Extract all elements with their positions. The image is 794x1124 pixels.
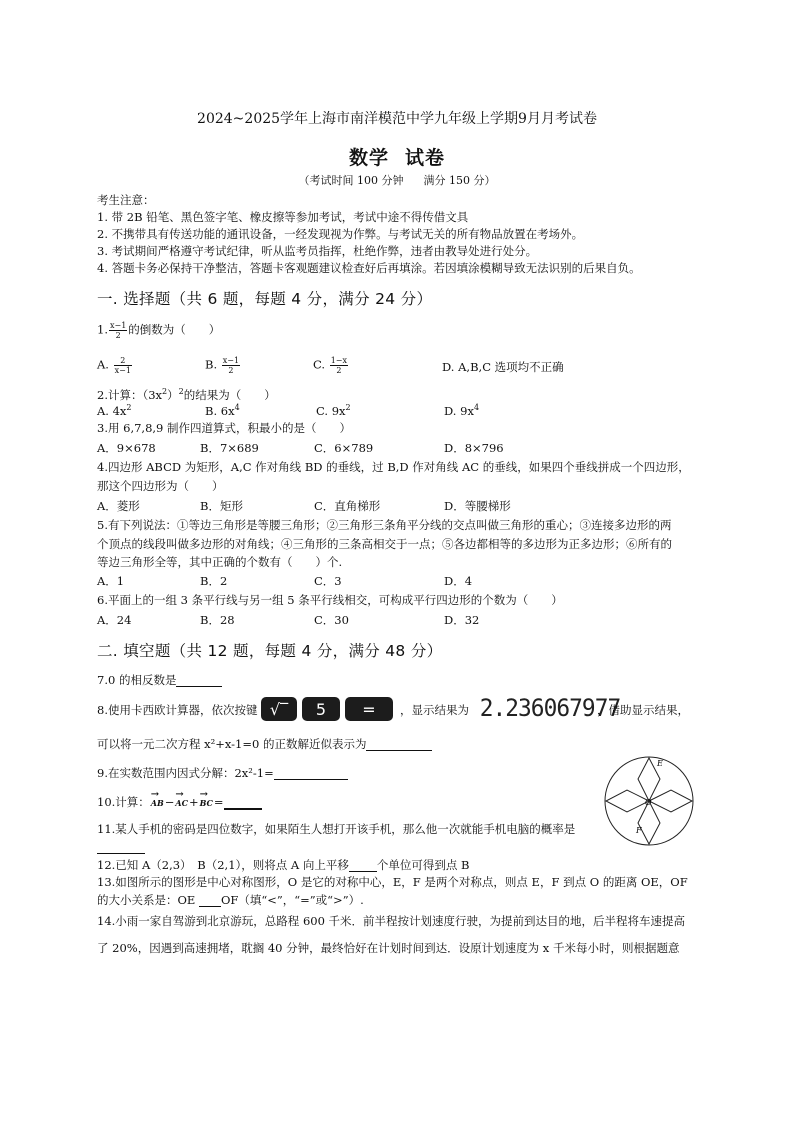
q6-option-c[interactable]: C．30 <box>314 613 349 627</box>
question-6: 6.平面上的一组 3 条平行线与另一组 5 条平行线相交，可构成平行四边形的个数为（ ） <box>97 593 563 607</box>
vector-bc: → BC <box>200 796 213 810</box>
section1-heading: 一. 选择题（共 6 题，每题 4 分，满分 24 分） <box>97 290 433 308</box>
question-1: 1. $\frac{x-1}{2}$ 的倒数为（ ） <box>97 321 221 340</box>
q2-option-d[interactable]: D. $9x^4$ <box>444 403 480 418</box>
question-11-blank <box>97 839 145 854</box>
q5-option-d[interactable]: D．4 <box>444 574 473 588</box>
question-3: 3.用 6,7,8,9 制作四道算式，积最小的是（ ） <box>97 421 352 435</box>
notice-item-3: 3. 考试期间严格遵守考试纪律，听从监考员指挥，杜绝作弊，违者由教导处进行处分。 <box>97 244 538 258</box>
notice-item-2: 2. 不携带具有传送功能的通讯设备，一经发现视为作弊。与考试无关的所有物品放置在考场外。 <box>97 227 584 241</box>
q4-option-a[interactable]: A．菱形 <box>97 499 140 513</box>
answer-blank[interactable] <box>176 672 222 687</box>
q5-option-c[interactable]: C．3 <box>314 574 342 588</box>
question-8-pre: 8.使用卡西欧计算器，依次按键 <box>97 703 258 717</box>
answer-blank[interactable] <box>366 736 432 751</box>
label-e: E <box>657 759 663 768</box>
question-13-line1: 13.如图所示的图形是中心对称图形，O 是它的对称中心，E，F 是两个对称点，则点 E，F 到点 O 的距离 OE，OF <box>97 875 688 889</box>
q5-option-a[interactable]: A．1 <box>97 574 125 588</box>
q3-option-d[interactable]: D．8×796 <box>444 441 504 455</box>
vector-ab: → AB <box>151 796 164 810</box>
question-4-line2: 那这个四边形为（ ） <box>97 479 224 493</box>
paper-label: 试卷 <box>405 147 446 169</box>
question-7: 7.0 的相反数是 <box>97 672 222 687</box>
exam-info <box>0 172 794 188</box>
q4-option-d[interactable]: D．等腰梯形 <box>444 499 511 513</box>
exam-time: （考试时间 100 分钟 <box>298 174 404 187</box>
label-f: F <box>636 826 642 835</box>
exam-score: 满分 150 分） <box>423 174 496 187</box>
section2-heading: 二. 填空题（共 12 题，每题 4 分，满分 48 分） <box>97 642 443 660</box>
answer-blank[interactable] <box>224 794 262 810</box>
answer-blank[interactable] <box>199 892 221 907</box>
calculator-display: 2.236067977 <box>479 694 621 722</box>
question-9: 9.在实数范围内因式分解：2x²-1= <box>97 765 348 780</box>
q1-option-b[interactable]: B. $\frac{x-1}{2}$ <box>205 356 240 375</box>
q1-option-d[interactable]: D. A,B,C 选项均不正确 <box>442 360 564 374</box>
fraction: $\frac{x-1}{2}$ <box>109 321 127 340</box>
question-13-line2: 的大小关系是：OE OF（填“<”，“=”或“>”）. <box>97 893 364 907</box>
q4-option-c[interactable]: C．直角梯形 <box>314 499 381 513</box>
subject-label: 数学 <box>348 147 389 169</box>
question-8-post: ，借助显示结果， <box>597 703 689 717</box>
answer-blank[interactable] <box>349 857 377 872</box>
question-14-line2: 了 20%，因遇到高速拥堵，耽搁 40 分钟，最终恰好在计划时间到达．设原计划速度为 x 千米每小时，则根据题意 <box>97 941 680 955</box>
symmetry-figure <box>600 752 698 850</box>
notice-heading: 考生注意： <box>97 193 155 207</box>
question-14-line1: 14.小雨一家自驾游到北京游玩，总路程 600 千米．前半程按计划速度行驶，为提前到达目的地，后半程将车速提高 <box>97 914 686 928</box>
question-8-line2: 可以将一元二次方程 x²+x-1=0 的正数解近似表示为 <box>97 736 432 751</box>
answer-blank[interactable] <box>97 839 145 854</box>
vector-ac: → AC <box>175 796 188 810</box>
q6-option-b[interactable]: B．28 <box>200 613 235 627</box>
q6-option-d[interactable]: D．32 <box>444 613 480 627</box>
question-10: 10.计算：→ AB−→ AC+→ BC= <box>97 794 262 810</box>
q1-option-a[interactable]: A. $\frac{2}{x-1}$ <box>97 356 131 375</box>
answer-blank[interactable] <box>274 765 348 780</box>
q4-option-b[interactable]: B．矩形 <box>200 499 243 513</box>
q5-option-b[interactable]: B．2 <box>200 574 228 588</box>
question-5-line1: 5.有下列说法：①等边三角形是等腰三角形；②三角形三条角平分线的交点叫做三角形的重心；③连接多边形的两 <box>97 518 672 532</box>
notice-item-4: 4. 答题卡务必保持干净整洁，答题卡客观题建议检查好后再填涂。若因填涂模糊导致无法识别的后果自负。 <box>97 261 641 275</box>
question-4-line1: 4.四边形 ABCD 为矩形，A,C 作对角线 BD 的垂线，过 B,D 作对角线 AC 的垂线，如果四个垂线拼成一个四边形， <box>97 460 690 474</box>
five-key: 5 <box>302 697 340 721</box>
notice-item-1: 1. 带 2B 铅笔、黑色签字笔、橡皮擦等参加考试，考试中途不得传借文具 <box>97 210 469 224</box>
equals-key: = <box>345 697 393 721</box>
q3-option-b[interactable]: B．7×689 <box>200 441 259 455</box>
q1-option-c[interactable]: C. $\frac{1-x}{2}$ <box>313 356 348 375</box>
exam-title: 2024~2025学年上海市南洋模范中学九年级上学期9月月考试卷 <box>197 111 597 127</box>
q2-option-b[interactable]: B. $6x^4$ <box>205 403 240 418</box>
question-11: 11.某人手机的密码是四位数字，如果陌生人想打开该手机，那么他一次就能手机电脑的概率是 <box>97 822 576 836</box>
sqrt-key: √‾ <box>261 697 297 721</box>
q3-option-c[interactable]: C．6×789 <box>314 441 374 455</box>
question-5-line3: 等边三角形全等，其中正确的个数有（ ）个. <box>97 555 343 569</box>
question-2: 2.计算：$(3x^2)^2$的结果为（ ） <box>97 387 276 402</box>
q2-option-c[interactable]: C. $9x^2$ <box>316 403 351 418</box>
question-8-mid: ，显示结果为 <box>400 703 469 717</box>
q2-option-a[interactable]: A. $4x^2$ <box>97 403 132 418</box>
q6-option-a[interactable]: A．24 <box>97 613 132 627</box>
q3-option-a[interactable]: A．9×678 <box>97 441 156 455</box>
question-12: 12.已知 A（2,3） B（2,1），则将点 A 向上平移 个单位可得到点 B <box>97 858 470 872</box>
question-5-line2: 个顶点的线段叫做多边形的对角线；④三角形的三条高相交于一点；⑤各边都相等的多边形为正多边形；⑥所有的 <box>97 537 672 551</box>
exam-subtitle <box>0 143 794 170</box>
label-o: O <box>645 798 652 807</box>
